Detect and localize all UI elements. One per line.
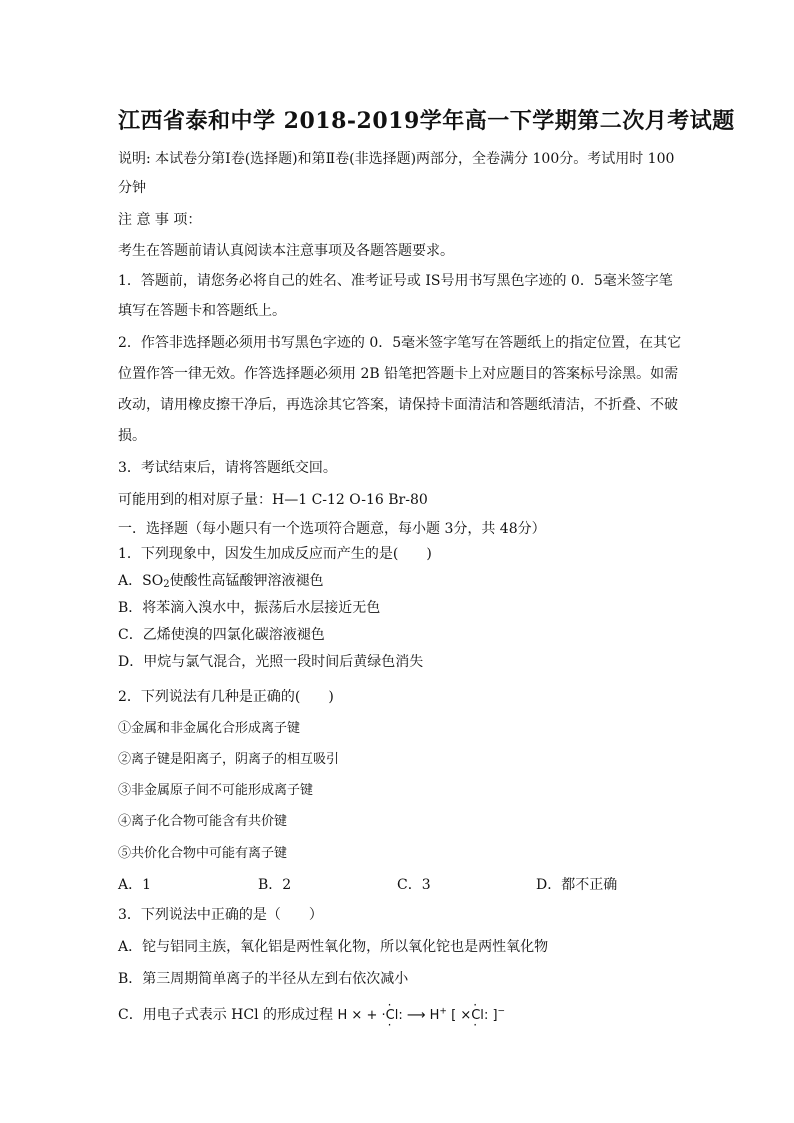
q1-option-c: C．乙烯使溴的四氯化碳溶液褪色	[118, 627, 325, 643]
note-2-line-2: 位置作答一律无效。作答选择题必须用 2B 铅笔把答题卡上对应题目的答案标号涂黑。如需	[118, 366, 679, 382]
q2-statement-4: ④离子化合物可能含有共价键	[118, 814, 288, 829]
h-ion: H	[429, 1008, 440, 1023]
q2-option-b: B．2	[258, 877, 292, 893]
q1-a-post: 使酸性高锰酸钾溶液褪色	[169, 573, 324, 589]
cl-atom: · Cl ·	[386, 1008, 399, 1023]
electron-dot-formula	[337, 1008, 505, 1023]
q1-a-pre: A．SO	[118, 573, 164, 589]
q2-option-d: D．都不正确	[536, 877, 618, 893]
note-2-line-4: 损。	[118, 428, 146, 444]
right-bracket: ]	[492, 1008, 498, 1023]
cl-electron: ·	[381, 1008, 386, 1023]
q1-option-d: D．甲烷与氯气混合，光照一段时间后黄绿色消失	[118, 654, 424, 670]
q2-statement-5: ⑤共价化合物中可能有离子键	[118, 846, 288, 861]
q2-statement-2: ②离子键是阳离子，阴离子的相互吸引	[118, 752, 340, 767]
left-bracket: [	[451, 1008, 457, 1023]
q2-statement-1: ①金属和非金属化合形成离子键	[118, 721, 301, 736]
note-3: 3．考试结束后，请将答题纸交回。	[118, 460, 337, 476]
cl-lone-pair: :	[398, 1008, 403, 1023]
reaction-arrow: ⟶	[406, 1008, 426, 1023]
note-2-line-3: 改动，请用橡皮擦干净后，再选涂其它答案，请保持卡面清洁和答题纸清洁，不折叠、不破	[118, 397, 678, 413]
notes-heading: 注 意 事 项：	[118, 212, 202, 228]
h-ion-charge: +	[439, 1006, 447, 1017]
q2-statement-3: ③非金属原子间不可能形成离子键	[118, 783, 314, 798]
notes-lead: 考生在答题前请认真阅读本注意事项及各题答题要求。	[118, 243, 454, 259]
note-1-line-1: 1．答题前，请您务必将自己的姓名、准考证号或 IS号用书写黑色字迹的 0．5毫米签字笔	[118, 273, 673, 289]
intro-line-2: 分钟	[118, 180, 146, 196]
intro-line-1: 说明: 本试卷分第Ⅰ卷(选择题)和第Ⅱ卷(非选择题)两部分，全卷满分 100分。考试用时 100	[118, 151, 675, 167]
exam-title: 江西省泰和中学 2018-2019学年高一下学期第二次月考试题	[118, 108, 735, 134]
q1-stem: 1．下列现象中，因发生加成反应而产生的是( )	[118, 546, 432, 562]
q3-c-text: C．用电子式表示 HCl 的形成过程	[118, 1007, 334, 1023]
q3-option-b: B．第三周期简单离子的半径从左到右依次减小	[118, 971, 409, 987]
q3-option-a: A．铊与铝同主族，氧化铝是两性氧化物，所以氧化铊也是两性氧化物	[118, 939, 549, 955]
q1-option-a	[118, 570, 324, 590]
q2-stem: 2．下列说法有几种是正确的( )	[118, 689, 334, 705]
cl-ion-charge: −	[497, 1006, 506, 1017]
q2-option-a: A．1	[118, 877, 152, 893]
cl-ion-lone-pair: :	[483, 1008, 489, 1023]
atomic-masses: 可能用到的相对原子量：H—1 C-12 O-16 Br-80	[118, 492, 428, 508]
note-1-line-2: 填写在答题卡和答题纸上。	[118, 303, 286, 319]
section-1-heading: 一．选择题（每小题只有一个选项符合题意，每小题 3分，共 48分）	[118, 521, 546, 537]
shared-electron: ×	[460, 1008, 472, 1023]
q1-a-subscript: 2	[163, 579, 170, 590]
h-atom: H	[337, 1008, 348, 1023]
plus-sign: +	[366, 1008, 378, 1023]
q3-option-c	[118, 1004, 505, 1024]
q3-stem: 3．下列说法中正确的是（ ）	[118, 907, 323, 923]
cl-ion: · Cl ·	[471, 1008, 484, 1023]
h-electron: ×	[351, 1008, 363, 1023]
q1-option-b: B．将苯滴入溴水中，振荡后水层接近无色	[118, 600, 381, 616]
q2-option-c: C．3	[397, 877, 431, 893]
note-2-line-1: 2．作答非选择题必须用书写黑色字迹的 0．5毫米签字笔写在答题纸上的指定位置，在其它	[118, 335, 682, 351]
